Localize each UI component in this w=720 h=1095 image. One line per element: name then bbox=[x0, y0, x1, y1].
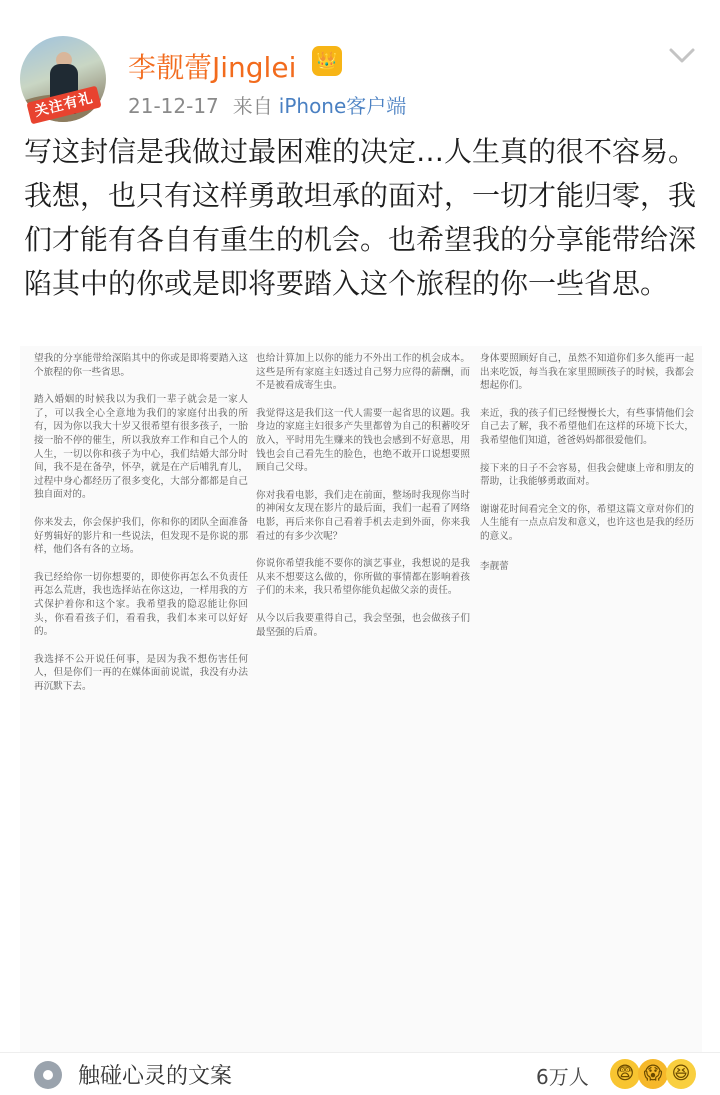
letter-column-3 bbox=[480, 352, 694, 1052]
from-label: 来自 bbox=[232, 94, 273, 118]
letter-paragraph: 来近，我的孩子们已经慢慢长大，有些事情他们会自己去了解，我不希望他们在这样的环境下长大，我希望他们知道，爸爸妈妈都很爱他们。 bbox=[480, 407, 694, 446]
participant-count: 6万人 bbox=[536, 1065, 589, 1089]
topic-title[interactable]: 触碰心灵的文案 bbox=[78, 1064, 233, 1089]
letter-paragraph: 也给计算加上以你的能力不外出工作的机会成本。这些是所有家庭主妇透过自己努力应得的薪酬，而不是被看成寄生虫。 bbox=[256, 353, 470, 392]
letter-paragraph: 从今以后我要重得自己，我会坚强，也会做孩子们最坚强的后盾。 bbox=[256, 612, 470, 638]
letter-paragraph: 我已经给你一切你想要的，即使你再怎么不负责任再怎么荒唐，我也选择站在你这边，一样用我的方式保护着你和这个家。我希望我的隐忍能让你回头，你看看孩子们，看看我，我们本来可以好好的。 bbox=[34, 571, 248, 638]
letter-paragraph: 谢谢花时间看完全文的你，希望这篇文章对你们的人生能有一点点启发和意义，也许这也是我的经历的意义。 bbox=[480, 503, 694, 542]
letter-column-1 bbox=[34, 352, 248, 1052]
letter-paragraph: 你来发去，你会保护我们，你和你的团队全面准备好剪辑好的影片和一些说法，但发现不是你说的那样，他们各有各的立场。 bbox=[34, 516, 248, 556]
chevron-down-icon[interactable] bbox=[668, 46, 696, 66]
letter-paragraph: 身体要照顾好自己，虽然不知道你们多久能再一起出来吃饭，每当我在家里照顾孩子的时候，我都会想起你们。 bbox=[480, 353, 694, 392]
laughing-face-icon: 😆 bbox=[666, 1059, 696, 1089]
fearful-face-icon: 😨 bbox=[610, 1059, 640, 1089]
letter-paragraph: 我觉得这是我们这一代人需要一起省思的议题。我身边的家庭主妇很多产失里都曾为自己的积蓄咬牙放入，平时用先生赚来的钱也会感到不好意思，用钱也会自己看先生的脸色，也绝不敢开口说想要照顾自己父母。 bbox=[256, 407, 470, 474]
topic-footer[interactable] bbox=[0, 1052, 720, 1095]
username[interactable]: 李靓蕾Jinglei bbox=[128, 51, 297, 84]
screaming-face-icon: 😱 bbox=[638, 1059, 668, 1089]
letter-image[interactable] bbox=[20, 346, 702, 1052]
post-source-link[interactable]: iPhone客户端 bbox=[278, 94, 407, 118]
vip-crown-icon: 👑 bbox=[312, 46, 342, 76]
letter-paragraph: 望我的分享能带给深陷其中的你或是即将要踏入这个旅程的你一些省思。 bbox=[34, 353, 248, 378]
letter-paragraph: 接下来的日子不会容易，但我会健康上帝和朋友的帮助，让我能够勇敢面对。 bbox=[480, 462, 694, 488]
post-date: 21-12-17 bbox=[128, 94, 219, 118]
topic-icon bbox=[34, 1061, 62, 1089]
letter-paragraph: 你对我看电影，我们走在前面，整场时我现你当时的神闲女友现在影片的最后面，我们一起看了网络电影，再后来你自己看着手机去走到外面，你来我看过的有多少次呢？ bbox=[256, 489, 470, 542]
letter-signature: 李靓蕾 bbox=[480, 560, 509, 572]
post-meta bbox=[128, 90, 406, 119]
post-text: 写这封信是我做过最困难的决定…人生真的很不容易。我想，也只有这样勇敢坦承的面对，一切才能归零，我们才能有各自有重生的机会。也希望我的分享能带给深陷其中的你或是即将要踏入这个旅程的你一些省思。 bbox=[24, 135, 697, 300]
letter-paragraph: 你说你希望我能不要你的演艺事业，我想说的是我从来不想要这么做的，你所做的事情都在影响着孩子们的未来，我只希望你能负起做父亲的责任。 bbox=[256, 558, 470, 597]
follow-ribbon[interactable]: 关注有礼 bbox=[26, 86, 101, 125]
post-header bbox=[0, 0, 720, 125]
letter-column-2 bbox=[256, 352, 470, 1052]
letter-paragraph: 踏入婚姻的时候我以为我们一辈子就会是一家人了，可以我全心全意地为我们的家庭付出我的所有，因为你以我大十岁又很希望有很多孩子，一胎接一胎不停的催生，所以我放弃工作和自己个人的人生，一切以你和孩子为中心，我们结婚大部分时间，我不是在备孕，怀孕，就是在产后哺乳育儿，过程中身心都经历了很多变化，大部分都都是自己独自面对的。 bbox=[34, 394, 248, 501]
letter-paragraph: 我选择不公开说任何事，是因为我不想伤害任何人，但是你们一再的在媒体面前说谎，我没有办法再沉默下去。 bbox=[34, 653, 248, 692]
